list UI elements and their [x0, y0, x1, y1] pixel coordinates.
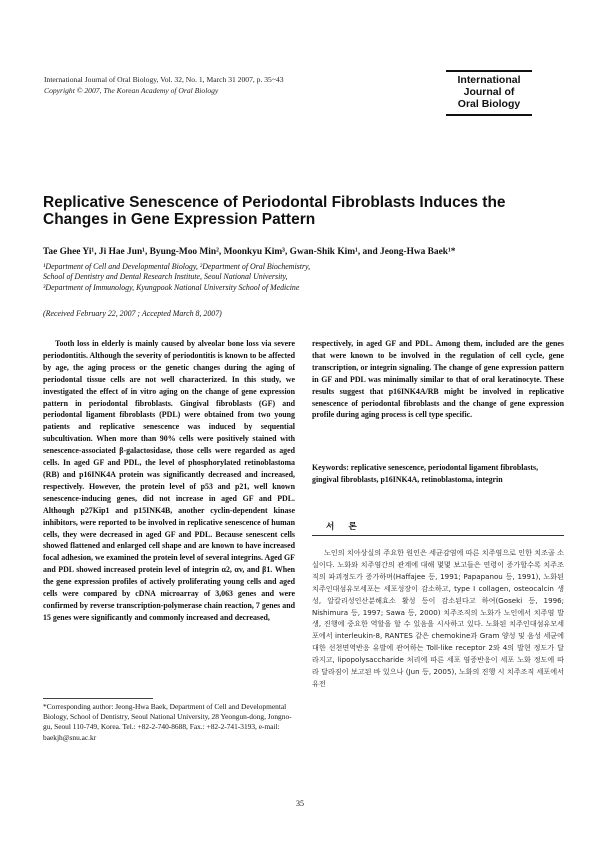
- journal-citation-line1: International Journal of Oral Biology, Vol. 32, No. 1, March 31 2007, p. 35~43: [44, 75, 284, 84]
- section-heading: 서 론: [326, 521, 363, 531]
- affiliations: [43, 262, 563, 293]
- journal-box-line: Journal of: [463, 86, 515, 98]
- affiliation-line: ¹Department of Cell and Developmental Biology, ²Department of Oral Biochemistry,: [43, 262, 311, 271]
- journal-box-line: International: [457, 74, 521, 86]
- abstract-left-column: Tooth loss in elderly is mainly caused by alveolar bone loss via severe periodontitis. Although the severity of periodontitis is known to be affected by age, the aging process or the genetic changes during the aging of periodontal tissue cells are not well characterized. In this study, we investigated the effect of in vitro aging on the change of gene expression pattern in periodontal fibroblasts. Gingival fibroblasts (GF) and periodontal ligament fibroblasts (PDL) were obtained from two young patients and replicative senescence was induced by sequential subcultivation. When more than 90% cells were positively stained with senescence-associated β-galactosidase, those cells were regarded as aged cells. In aged GF and PDL, the level of phosphorylated retinoblastoma (RB) and p16INK4A protein was significantly decreased and increased, respectively. However, the protein level of p53 and p21, well known senescence-inducing genes, did not increase in aged GF and PDL. Although p27Kip1 and p15INK4B, another cyclin-dependent kinase inhibitors, were reported to be involved in replicative senescence of human cells, they were decreased in aged GF and PDL. Because senescent cells showed flattened and enlarged cell shape and are known to have increased focal adhesion, we examined the protein level of several integrins. Aged GF and PDL showed increased protein level of integrin α2, αv, and β1. When the gene expression profiles of actively proliferating young cells and aged cells were compared by cDNA microarray of 3,063 genes and were confirmed by reverse transcription-polymerase chain reaction, 7 genes and 15 genes were significantly and commonly increased and decreased,: [43, 339, 295, 622]
- footnote-divider: [43, 698, 153, 699]
- journal-citation: [44, 74, 464, 96]
- received-dates: (Received February 22, 2007 ; Accepted March 8, 2007): [43, 309, 222, 318]
- journal-name-box: [446, 70, 532, 116]
- copyright-line: Copyright © 2007, The Korean Academy of Oral Biology: [44, 86, 219, 95]
- corresponding-author-footnote: *Corresponding author: Jeong-Hwa Baek, Department of Cell and Developmental Biology, School of Dentistry, Seoul National University, 28 Yeongun-dong, Jongno-gu, Seoul 110-749, Korea. Tel.: +82-2-740-8688, Fax.: +82-2-741-3193, e-mail: baekjh@snu.ac.kr: [43, 702, 292, 742]
- affiliation-line: School of Dentistry and Dental Research Institute, Seoul National University,: [43, 272, 288, 282]
- affiliation-line: ³Department of Immunology, Kyungpook National University School of Medicine: [43, 282, 300, 292]
- page-number: 35: [296, 799, 304, 808]
- author-list: Tae Ghee Yi¹, Ji Hae Jun¹, Byung-Moo Min², Moonkyu Kim³, Gwan-Shik Kim¹, and Jeong-Hwa Baek¹*: [43, 247, 456, 257]
- keywords: Keywords: replicative senescence, periodontal ligament fibroblasts, gingival fibroblasts, p16INK4A, retinoblastoma, integrin: [312, 463, 539, 484]
- introduction-text: 노인의 치아상실의 주요한 원인은 세균감염에 따른 치주염으로 인한 치조골 소실이다. 노화와 치주염간의 관계에 대해 몇몇 보고들은 연령이 증가할수록 치주조직의 파괴정도가 증가하며(Haffajee 등, 1991; Papapanou 등, 1991), 노화된 치주인대섬유모세포는 세포성장이 감소하고, type I collagen, osteocalcin 생성, 알칼리성인산분해효소 활성 등이 감소된다고 하여(Goseki 등, 1996; Nishimura 등, 1997; Sawa 등, 2000) 치주조직의 노화가 노인에서 치주염 발생, 진행에 중요한 역할을 할 수 있음을 시사하고 있다. 노화된 치주인대섬유모세포에서 interleukin-8, RANTES 같은 chemokine과 Gram 양성 및 음성 세균에 대한 선천면역반응 유발에 관여하는 Toll-like receptor 2와 4의 발현 정도가 달라지고, lipopolysaccharide 처리에 따른 세포 염증반응이 세포 노화 정도에 따라 달라짐이 보고된 바 있으나 (Jun 등, 2005), 노화의 진행 시 치주조직 세포에서 유전: [312, 548, 564, 688]
- abstract-right-column: respectively, in aged GF and PDL. Among them, included are the genes that were known to be involved in the regulation of cell cycle, gene transcription, or integrin signaling. The change of gene expression pattern in GF and PDL was minimally similar to that of oral keratinocyte. These results suggest that p16INK4A/RB might be involved in replicative senescence of periodontal fibroblasts and the change of gene expression profile during aging process is cell type specific.: [312, 339, 564, 420]
- article-title: Replicative Senescence of Periodontal Fibroblasts Induces the Changes in Gene Expression Pattern: [43, 194, 506, 228]
- section-divider: [312, 535, 564, 536]
- journal-box-line: Oral Biology: [457, 98, 521, 110]
